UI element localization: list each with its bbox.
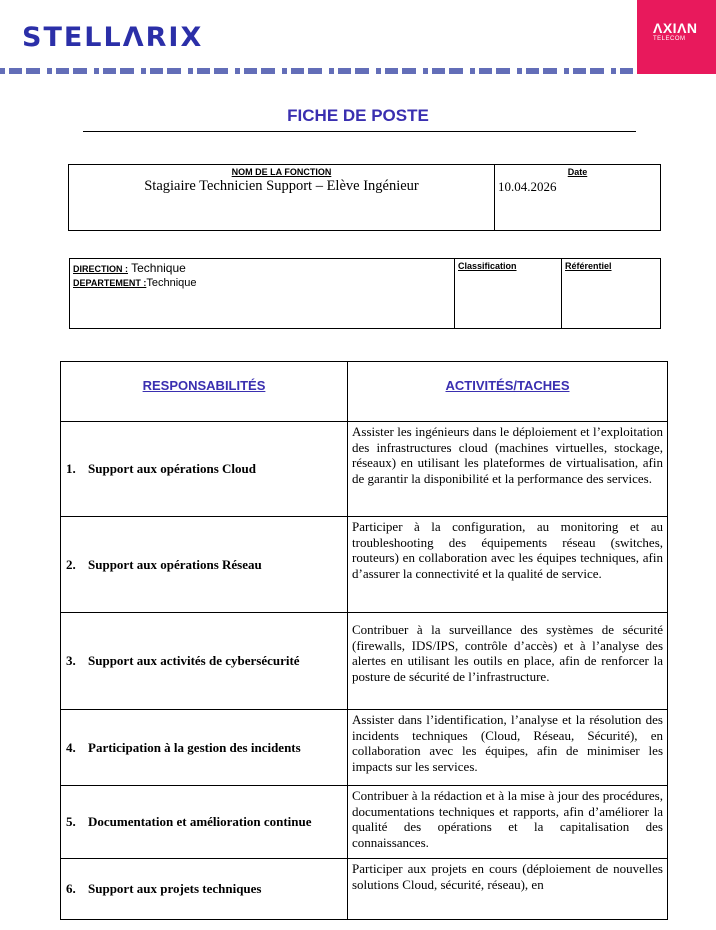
responsibility-title: Documentation et amélioration continue (88, 814, 312, 829)
header-decorative-strip (0, 68, 637, 74)
classification-label: Classification (458, 261, 517, 271)
responsibility-number: 6. (66, 881, 76, 896)
responsibility-cell (61, 786, 348, 859)
referentiel-cell (562, 259, 661, 329)
title-underline (83, 131, 636, 132)
table-header-row (61, 362, 668, 422)
responsibility-title: Support aux activités de cybersécurité (88, 653, 300, 668)
function-table (68, 164, 661, 231)
responsibility-cell (61, 422, 348, 517)
responsibility-title: Participation à la gestion des incidents (88, 739, 301, 755)
date-value: 10.04.2026 (498, 179, 557, 194)
responsibility-number: 4. (66, 739, 76, 755)
date-label: Date (567, 167, 588, 177)
responsibility-title: Support aux projets techniques (88, 881, 262, 896)
axian-logo (637, 0, 716, 74)
departement-value: Technique (146, 277, 197, 289)
responsibility-number: 1. (66, 461, 76, 476)
departement-line (73, 277, 454, 290)
function-label: NOM DE LA FONCTION (231, 167, 332, 177)
table-row (61, 613, 668, 710)
departement-label: DEPARTEMENT : (73, 278, 147, 288)
table-row (61, 786, 668, 859)
activity-cell: Assister dans l’identification, l’analyse et la résolution des incidents techniques (Cloud, Réseau, Sécurité), en collaboration avec les équipes, afin de minimiser les impacts sur les services. (348, 710, 668, 786)
responsabilites-header: RESPONSABILITÉS (61, 362, 348, 422)
table-row (61, 422, 668, 517)
activity-cell: Contribuer à la rédaction et à la mise à jour des procédures, documentations techniques et rapports, afin d’améliorer la qualité des opérations et la capitalisation des connaissances. (348, 786, 668, 859)
responsibility-cell (61, 859, 348, 920)
responsibilities-table (60, 361, 668, 920)
stellarix-logo: STELLΛRIX (22, 22, 204, 53)
direction-line (73, 261, 454, 277)
axian-logo-sub: TELECOM (653, 36, 686, 42)
table-row (61, 859, 668, 920)
activity-cell: Participer aux projets en cours (déploiement de nouvelles solutions Cloud, sécurité, réseau), en (348, 859, 668, 920)
table-row (61, 710, 668, 786)
function-cell (69, 165, 495, 231)
responsibility-number: 2. (66, 556, 76, 572)
activity-cell: Contribuer à la surveillance des systèmes de sécurité (firewalls, IDS/IPS, contrôle d’accès) et à l’analyse des alertes en utilisant les outils en place, afin de renforcer la posture de sécurité de l’infrastructure. (348, 613, 668, 710)
referentiel-label: Référentiel (565, 261, 612, 271)
function-value: Stagiaire Technicien Support – Elève Ingénieur (144, 178, 419, 194)
responsibility-number: 3. (66, 653, 76, 668)
table-row (61, 517, 668, 613)
axian-logo-name: ΛXIΛN (653, 20, 698, 36)
classification-cell (455, 259, 562, 329)
direction-value: Technique (128, 261, 186, 275)
responsibility-cell (61, 517, 348, 613)
responsibility-title: Support aux opérations Réseau (88, 556, 262, 572)
direction-table (69, 258, 661, 329)
responsibility-cell (61, 710, 348, 786)
activites-header: ACTIVITÉS/TACHES (348, 362, 668, 422)
direction-cell (70, 259, 455, 329)
activity-cell: Assister les ingénieurs dans le déploiement et l’exploitation des infrastructures cloud (machines virtuelles, stockage, réseaux) en utilisant les plateformes de virtualisation, afin de garantir la disponibilité et la performance des services. (348, 422, 668, 517)
responsibility-number: 5. (66, 814, 76, 829)
date-cell (495, 165, 661, 231)
direction-label: DIRECTION : (73, 264, 128, 274)
page-title: FICHE DE POSTE (287, 106, 429, 125)
activity-cell: Participer à la configuration, au monitoring et au troubleshooting des équipements réseau (switches, routeurs) en collaboration avec les équipes techniques, afin d’assurer la connectivité et la qualité de service. (348, 517, 668, 613)
responsibility-cell (61, 613, 348, 710)
responsibility-title: Support aux opérations Cloud (88, 461, 256, 476)
